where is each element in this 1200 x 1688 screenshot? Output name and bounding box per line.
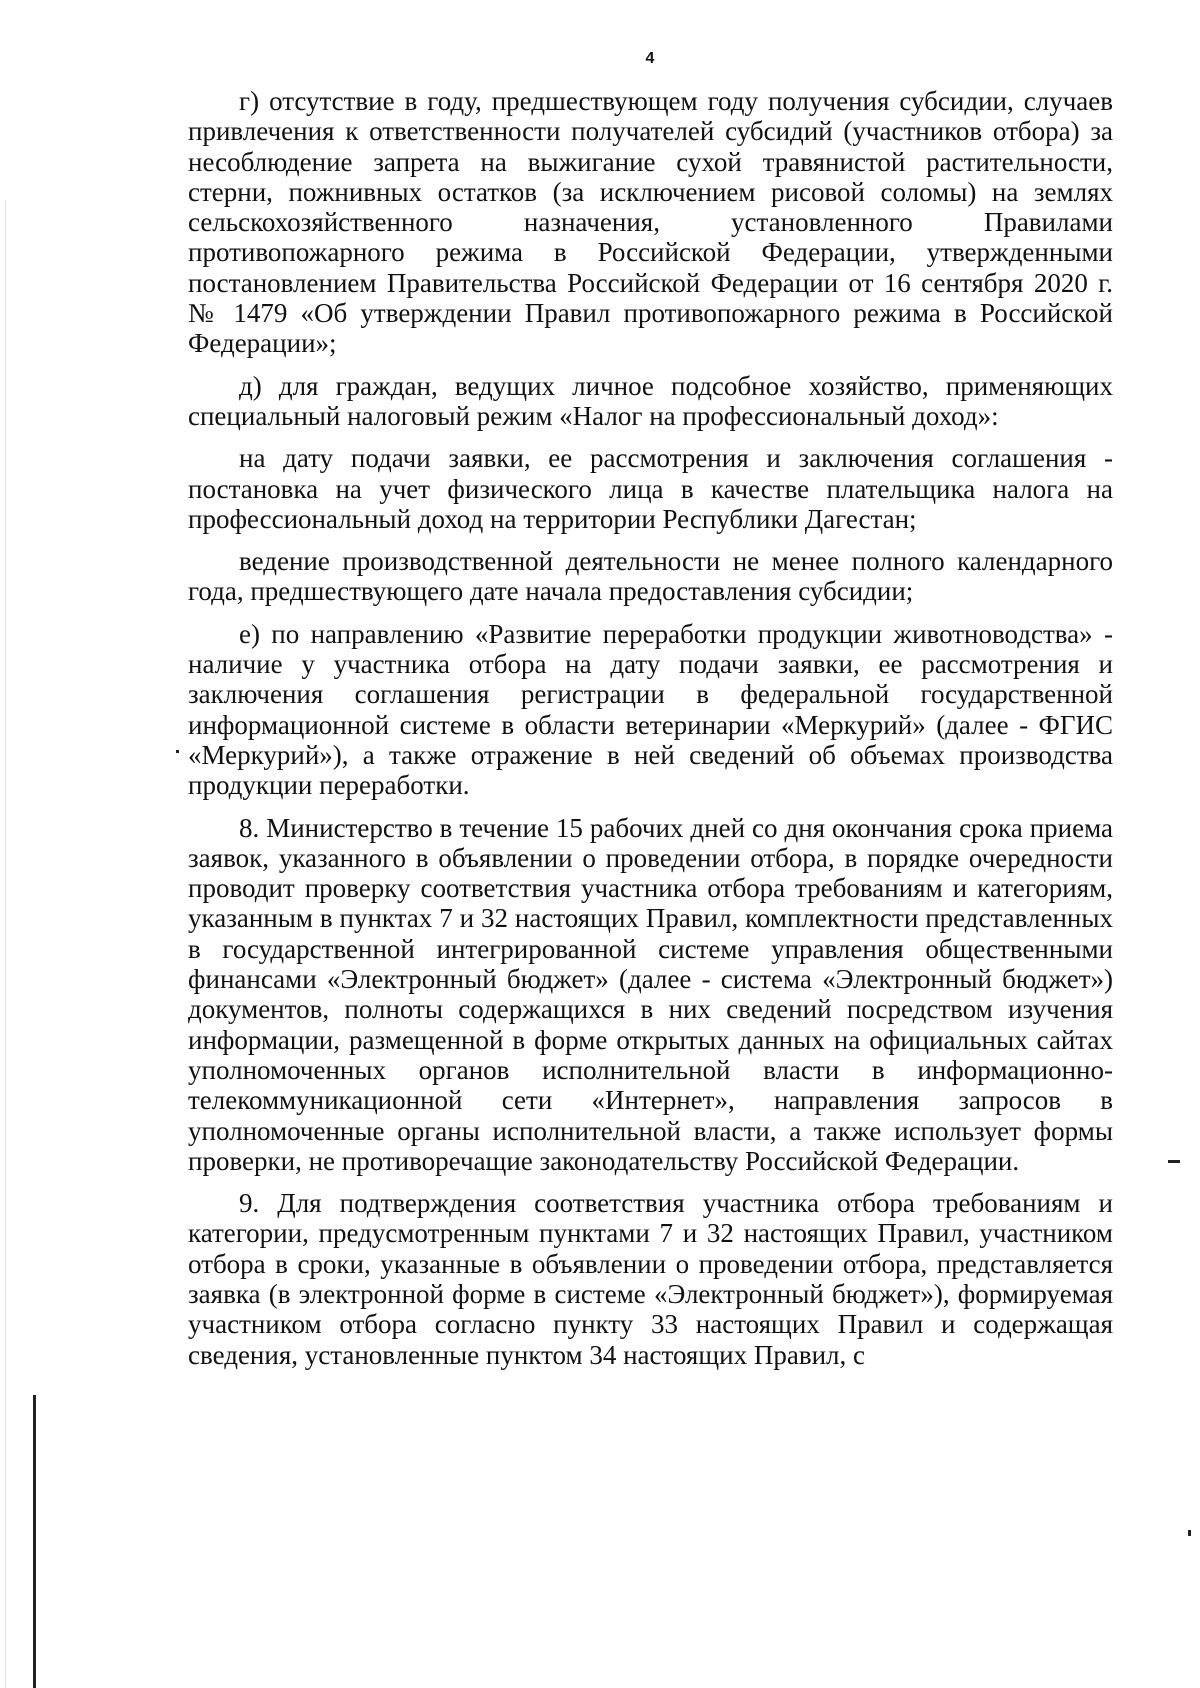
paragraph-tax-registration: на дату подачи заявки, ее рассмотрения и заключения соглашения - постановка на учет физического лица в качестве плательщика налога на профессиональный доход на территории Республики Дагестан; <box>188 443 1113 534</box>
scan-edge-shadow <box>5 200 6 1688</box>
paragraph-9-application: 9. Для подтверждения соответствия участника отбора требованиям и категории, предусмотренным пунктами 7 и 32 настоящих Правил, участником отбора в сроки, указанные в объявлении о проведении отбора, представляется заявка (в электронной форме в системе «Электронный бюджет»), формируемая участником отбора согласно пункту 33 настоящих Правил и содержащая сведения, установленные пунктом 34 настоящих Правил, с <box>188 1188 1113 1370</box>
paragraph-g-subsidy-fire-ban: г) отсутствие в году, предшествующем году получения субсидии, случаев привлечения к ответственности получателей субсидий (участников отбора) за несоблюдение запрета на выжигание сухой травянистой растительности, стерни, пожнивных остатков (за исключением рисовой соломы) на землях сельскохозяйственного назначения, установленного Правилами противопожарного режима в Российской Федерации, утвержденными постановлением Правительства Российской Федерации от 16 сентября 2020 г. № 1479 «Об утверждении Правил противопожарного режима в Российской Федерации»; <box>188 86 1113 359</box>
paragraph-8-ministry-verification: 8. Министерство в течение 15 рабочих дней со дня окончания срока приема заявок, указанного в объявлении о проведении отбора, в порядке очередности проводит проверку соответствия участника отбора требованиям и категориям, указанным в пунктах 7 и 32 настоящих Правил, комплектности представленных в государственной интегрированной системе управления общественными финансами «Электронный бюджет» (далее - система «Электронный бюджет») документов, полноты содержащихся в них сведений посредством изучения информации, размещенной в форме открытых данных на официальных сайтах уполномоченных органов исполнительной власти в информационно-телекоммуникационной сети «Интернет», направления запросов в уполномоченные органы исполнительной власти, а также использует формы проверки, не противоречащие законодательству Российской Федерации. <box>188 812 1113 1176</box>
scan-speck <box>1168 1160 1180 1163</box>
paragraph-d-citizens-tax-regime: д) для граждан, ведущих личное подсобное хозяйство, применяющих специальный налоговый режим «Налог на профессиональный доход»: <box>188 370 1113 431</box>
scan-binding-line <box>33 1395 36 1688</box>
paragraph-e-livestock-processing: е) по направлению «Развитие переработки продукции животноводства» - наличие у участника отбора на дату подачи заявки, ее рассмотрения и заключения соглашения регистрации в федеральной государственной информационной системе в области ветеринарии «Меркурий» (далее - ФГИС «Меркурий»), а также отражение в ней сведений об объемах производства продукции переработки. <box>188 618 1113 801</box>
document-body <box>188 86 1113 1382</box>
scan-speck <box>176 750 179 753</box>
scan-speck <box>1188 1530 1191 1536</box>
paragraph-production-activity: ведение производственной деятельности не менее полного календарного года, предшествующего дате начала предоставления субсидии; <box>188 546 1113 607</box>
page-number: 4 <box>645 50 655 67</box>
